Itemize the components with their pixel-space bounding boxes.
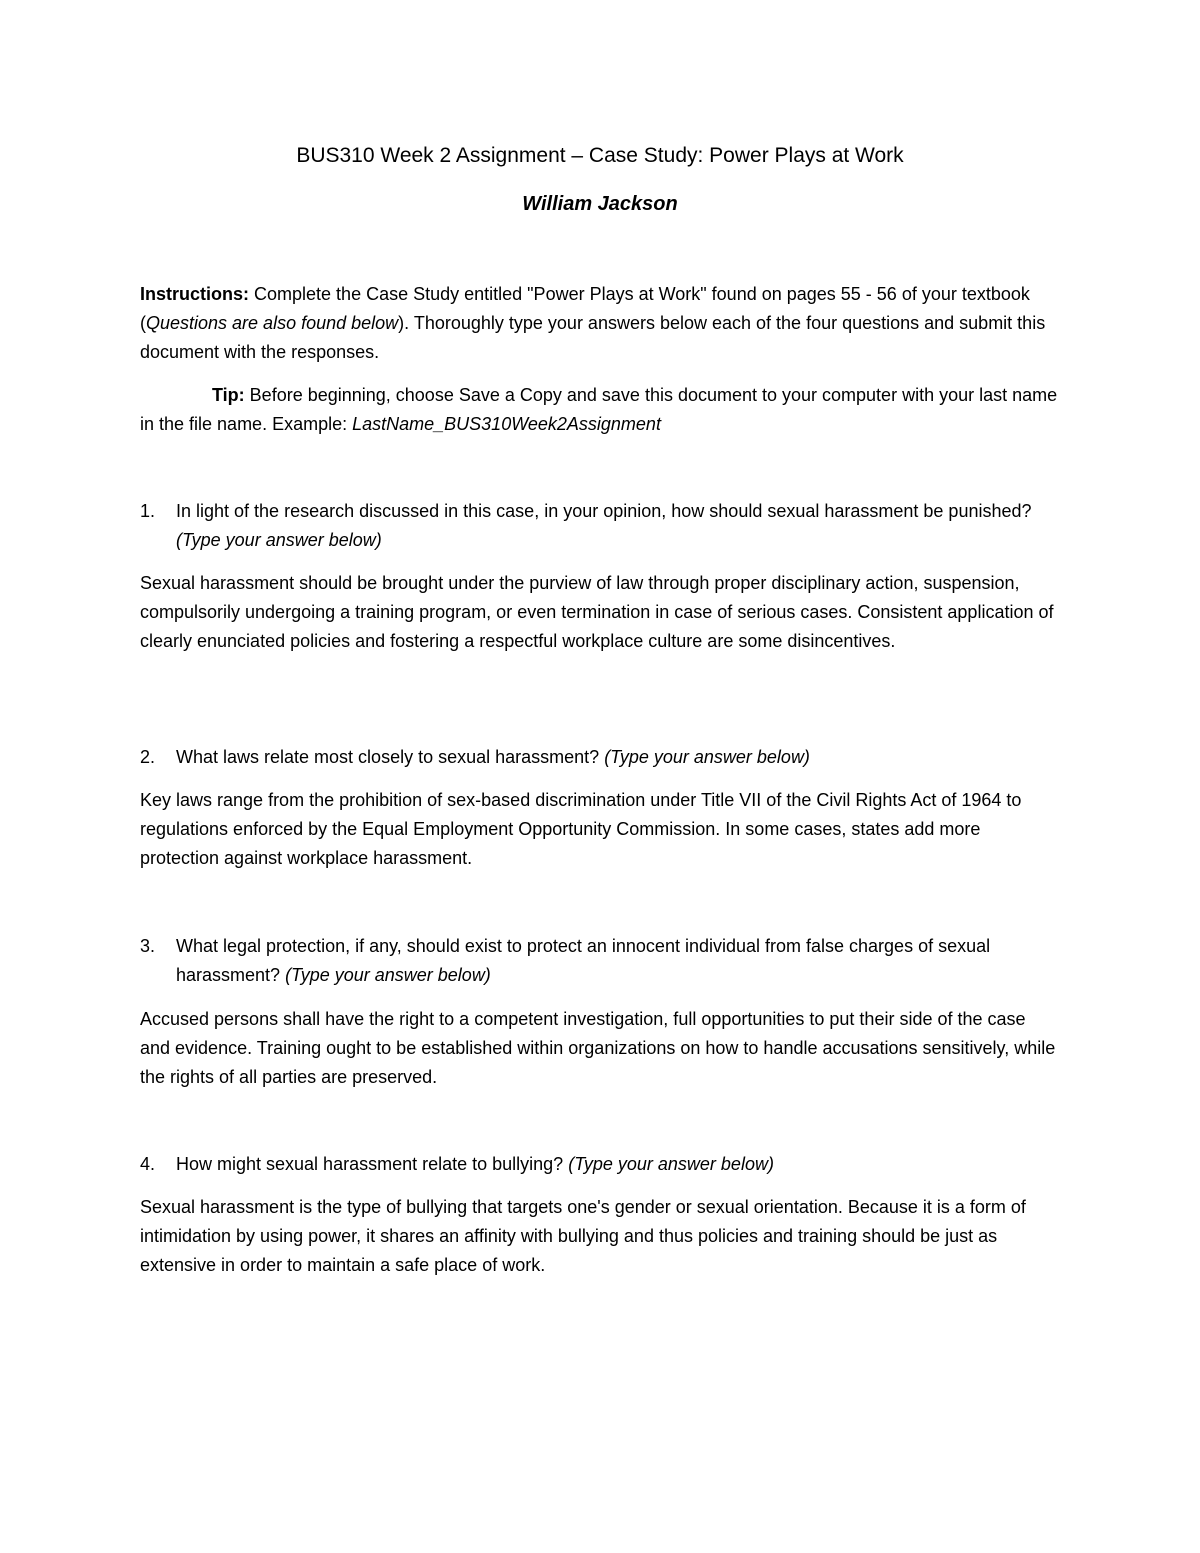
question-prompt: What laws relate most closely to sexual harassment? [176, 747, 605, 767]
document-title: BUS310 Week 2 Assignment – Case Study: Power Plays at Work [296, 144, 904, 167]
author-name: William Jackson [522, 193, 678, 215]
question-number: 2. [140, 747, 156, 767]
question-number: 4. [140, 1154, 156, 1174]
answer-hint: (Type your answer below) [568, 1154, 774, 1174]
answer-hint: (Type your answer below) [285, 965, 491, 985]
question-text [176, 497, 1060, 555]
answer-3: Accused persons shall have the right to a competent investigation, full opportunities to put their side of the case and evidence. Training ought to be established within organizations on how to handle accusations sensitively, while the rights of all parties are preserved. [140, 1009, 1056, 1087]
answer-4: Sexual harassment is the type of bullying that targets one's gender or sexual orientation. Because it is a form of intimidation by using power, it shares an affinity with bullying and thus policies and training should be just as extensive in order to maintain a safe place of work. [140, 1197, 1026, 1275]
question-prompt: What legal protection, if any, should exist to protect an innocent individual from false charges of sexual harassment? [176, 936, 991, 985]
answer-hint: (Type your answer below) [604, 747, 810, 767]
instructions-italic-note: Questions are also found below [146, 313, 399, 333]
tip-label: Tip: [212, 385, 245, 405]
question-prompt: How might sexual harassment relate to bullying? [176, 1154, 569, 1174]
question-1 [140, 497, 1060, 555]
answer-hint: (Type your answer below) [176, 530, 382, 550]
question-prompt: In light of the research discussed in this case, in your opinion, how should sexual harassment be punished? [176, 501, 1032, 521]
instructions-text-part-2: ). Thoroughly type your answers below each of the four questions and submit this document with the responses. [140, 313, 1046, 362]
tip-text: Before beginning, choose Save a Copy and save this document to your computer with your last name in the file name. Example: [140, 385, 1058, 434]
question-text [176, 743, 1060, 772]
tip-filename-example: LastName_BUS310Week2Assignment [352, 414, 661, 434]
instructions-label: Instructions: [140, 284, 250, 304]
question-number: 1. [140, 501, 156, 521]
instructions-paragraph [140, 280, 1060, 367]
instructions-text-part-1: Complete the Case Study entitled "Power Plays at Work" found on pages 55 - 56 of your textbook ( [140, 284, 1030, 333]
tip-paragraph [140, 381, 1060, 439]
question-2 [140, 743, 1060, 772]
answer-2: Key laws range from the prohibition of sex-based discrimination under Title VII of the Civil Rights Act of 1964 to regulations enforced by the Equal Employment Opportunity Commission. In some cases, states add more protection against workplace harassment. [140, 790, 1022, 868]
question-number: 3. [140, 936, 156, 956]
question-text [176, 932, 1060, 990]
question-3 [140, 932, 1060, 990]
answer-1: Sexual harassment should be brought under the purview of law through proper disciplinary action, suspension, compulsorily undergoing a training program, or even termination in case of serious cases. Consistent application of clearly enunciated policies and fostering a respectful workplace culture are some disincentives. [140, 573, 1054, 651]
question-text [176, 1150, 1060, 1179]
question-4 [140, 1150, 1060, 1179]
